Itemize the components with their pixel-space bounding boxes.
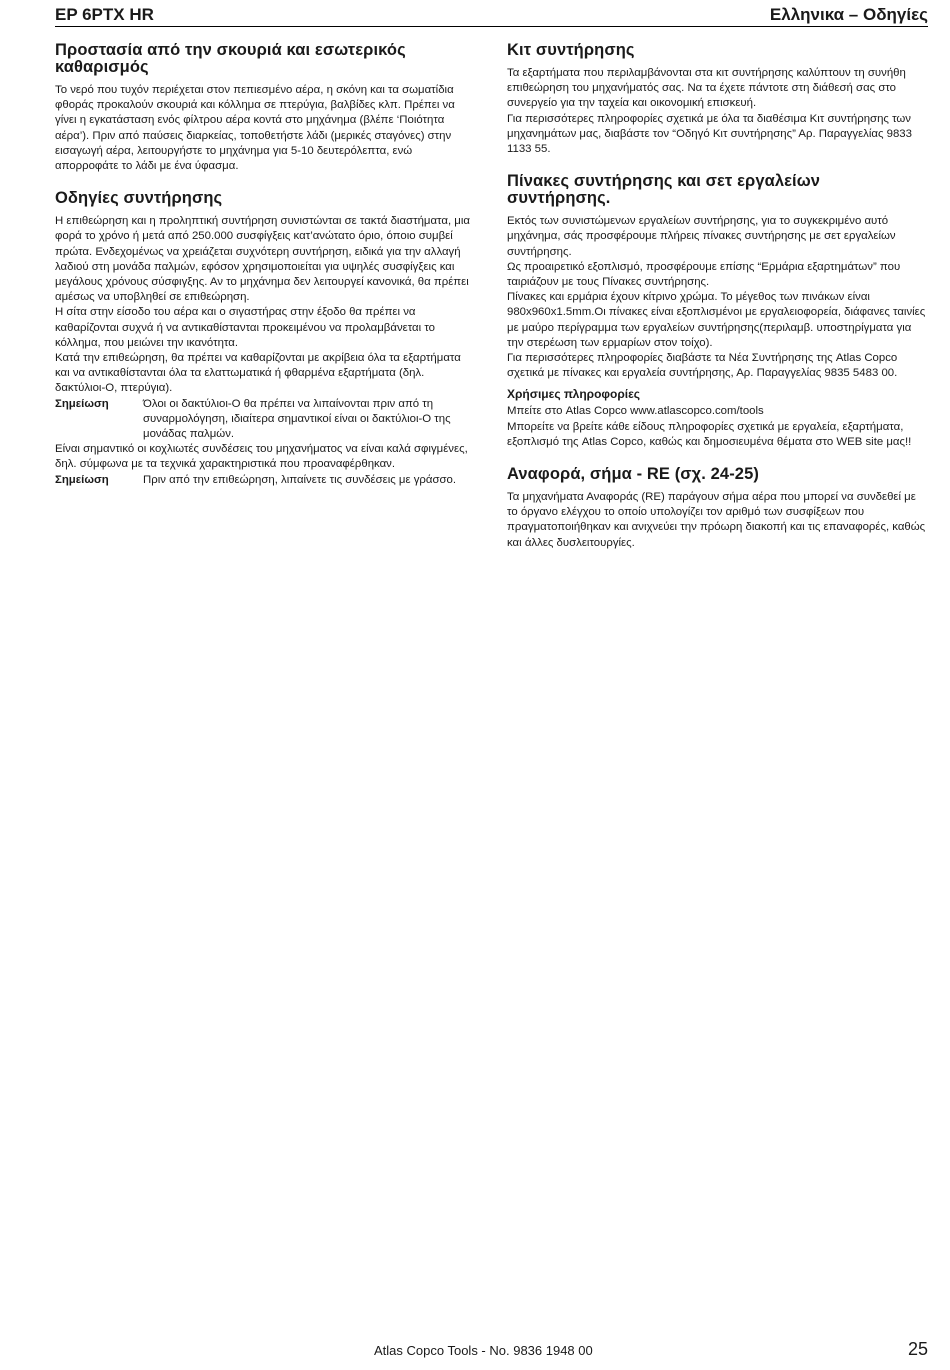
document-number: Atlas Copco Tools - No. 9836 1948 00	[374, 1343, 593, 1358]
page-footer	[0, 1339, 950, 1362]
section-heading: Οδηγίες συντήρησης	[55, 189, 223, 208]
paragraph: Πίνακες και ερμάρια έχουν κίτρινο χρώμα. Το μέγεθος των πινάκων είναι 980x960x1.5mm.Οι πίνακες είναι εξοπλισμένοι με εργαλειοφορεία, διάφανες ταινίες με μαύρο περίγραμμα των εργαλείων συντήρησης(περιλαμβ. υποστηρίγματα για την στερέωση των ερμαρίων στον τοίχο).	[507, 291, 926, 349]
note	[55, 397, 475, 443]
paragraph: Η επιθεώρηση και η προληπτική συντήρηση συνιστώνται σε τακτά διαστήματα, μια φορά το χρόνο ή μετά από 250.000 συσφίγξεις κατ’ανώτατο όριο, όποιο συμβεί πρώτα. Ενδεχομένως να χρειάζεται συχνότερη συντήρηση, ειδικά για την αλλαγή λαδιού στη μονάδα παλμών, εφόσον χρησιμοποιείται για υψηλές συσφίγξεις και μεγάλους χρόνους σύσφιγξης. Αν το μηχάνημα δεν λειτουργεί κανονικά, θα πρέπει αμέσως να υποβληθεί σε επιθεώρηση.	[55, 215, 470, 304]
paragraph: Ως προαιρετικό εξοπλισμό, προσφέρουμε επίσης “Ερμάρια εξαρτημάτων” που ταιριάζουν με τους Πίνακες συντήρησης.	[507, 260, 901, 289]
page-header	[55, 4, 928, 27]
paragraph: Για περισσότερες πληροφορίες σχετικά με όλα τα διαθέσιμα Κιτ συντήρησης των μηχανημάτων μας, διαβάστε τον “Οδηγό Κιτ συντήρησης” Αρ. Παραγγελίας 9833 1133 55.	[507, 112, 912, 156]
paragraph: Εκτός των συνιστώμενων εργαλείων συντήρησης, για το συγκεκριμένο αυτό μηχάνημα, σάς προσφέρουμε πλήρεις πίνακες συντήρησης με σετ εργαλείων συντήρησης.	[507, 215, 896, 258]
paragraph: Μπείτε στο Atlas Copco www.atlascopco.com/tools	[507, 405, 764, 418]
note-text: Πριν από την επιθεώρηση, λιπαίνετε τις συνδέσεις με γράσσο.	[143, 473, 457, 486]
section-heading: Πίνακες συντήρησης και σετ εργαλείων συντήρησης.	[507, 172, 821, 208]
model-title: EP 6PTX HR	[55, 5, 154, 24]
paragraph: Μπορείτε να βρείτε κάθε είδους πληροφορίες σχετικά με εργαλεία, εξαρτήματα, εξοπλισμό της Atlas Copco, καθώς και δημοσιευμένα θέματα στο WEB site μας!!	[507, 420, 912, 448]
paragraph: Είναι σημαντικό οι κοχλιωτές συνδέσεις του μηχανήματος να είναι καλά σφιγμένες, δηλ. σύμφωνα με τα τεχνικά χαρακτηριστικά που προαναφέρθηκαν.	[55, 443, 468, 471]
subsection-heading: Χρήσιμες πληροφορίες	[507, 387, 641, 402]
note-label: Σημείωση	[55, 473, 109, 486]
section-service-boards	[507, 173, 927, 450]
note-label: Σημείωση	[55, 397, 109, 410]
paragraph: Τα μηχανήματα Αναφοράς (RE) παράγουν σήμα αέρα που μπορεί να συνδεθεί με το όργανο ελέγχου το οποίο υπολογίζει τον αριθμό των συσφίξεων που πραγματοποιήθηκαν και ανιχνεύει την πρόωρη διακοπή και τις επαναφορές, καθώς και άλλες δυσλειτουργίες.	[507, 491, 926, 549]
section-rust-protection	[55, 42, 475, 174]
paragraph: Το νερό που τυχόν περιέχεται στον πεπιεσμένο αέρα, η σκόνη και τα σωματίδια φθοράς προκαλούν σκουριά και κόλλημα σε πτερύγια, βαλβίδες κλπ. Πρέπει να γίνει η εγκατάσταση ενός φίλτρου αέρα κοντά στο μηχάνημα (βλέπε ‘Ποιότητα αέρα’). Πριν από παύσεις διαρκείας, τοποθετήστε λάδι (μερικές σταγόνες) στην εισαγωγή αέρα, λειτουργήστε το μηχάνημα για 5-10 δευτερόλεπτα, ενώ απορροφάτε το λάδι με ένα ύφασμα.	[55, 84, 455, 173]
language-title: Ελληνικα – Οδηγίες	[769, 5, 928, 24]
section-heading: Αναφορά, σήμα - RE (σχ. 24-25)	[507, 465, 759, 484]
section-heading: Κιτ συντήρησης	[507, 41, 635, 59]
section-service-kit	[507, 42, 927, 157]
paragraph: Για περισσότερες πληροφορίες διαβάστε τα Νέα Συντήρησης της Atlas Copco σχετικά με πίνακες και εργαλεία συντήρησης, Αρ. Παραγγελίας 9835 5483 00.	[507, 352, 898, 380]
section-maintenance-instructions	[55, 190, 475, 488]
paragraph: Κατά την επιθεώρηση, θα πρέπει να καθαρίζονται με ακρίβεια όλα τα εξαρτήματα και να αντικαθίστανται όλα τα ελαττωματικά ή φθαρμένα εξαρτήματα (δηλ. δακτύλιοι-Ο, πτερύγια).	[55, 352, 461, 395]
paragraph: Τα εξαρτήματα που περιλαμβάνονται στα κιτ συντήρησης καλύπτουν τη συνήθη επιθεώρηση του μηχανήματός σας. Να τα έχετε πάντοτε στη διάθεσή σας στο συνεργείο για την ταχεία και οικονομική επισκευή.	[507, 67, 906, 110]
section-re-signal	[507, 466, 927, 551]
note-text: Όλοι οι δακτύλιοι-Ο θα πρέπει να λιπαίνονται πριν από τη συναρμολόγηση, ιδιαίτερα σημαντικοί είναι οι δακτύλιοι-Ο της μονάδας παλμών.	[143, 397, 451, 441]
section-heading: Προστασία από την σκουριά και εσωτερικός καθαρισμός	[55, 41, 406, 76]
note	[55, 473, 475, 488]
left-column	[55, 42, 475, 504]
paragraph: Η σίτα στην είσοδο του αέρα και ο σιγαστήρας στην έξοδο θα πρέπει να καθαρίζονται συχνά ή να αντικαθίστανται προκειμένου να προλαμβάνεται το κόλλημα, που μειώνει την ικανότητα.	[55, 306, 436, 349]
page-number: 25	[907, 1339, 928, 1359]
right-column	[507, 42, 927, 567]
